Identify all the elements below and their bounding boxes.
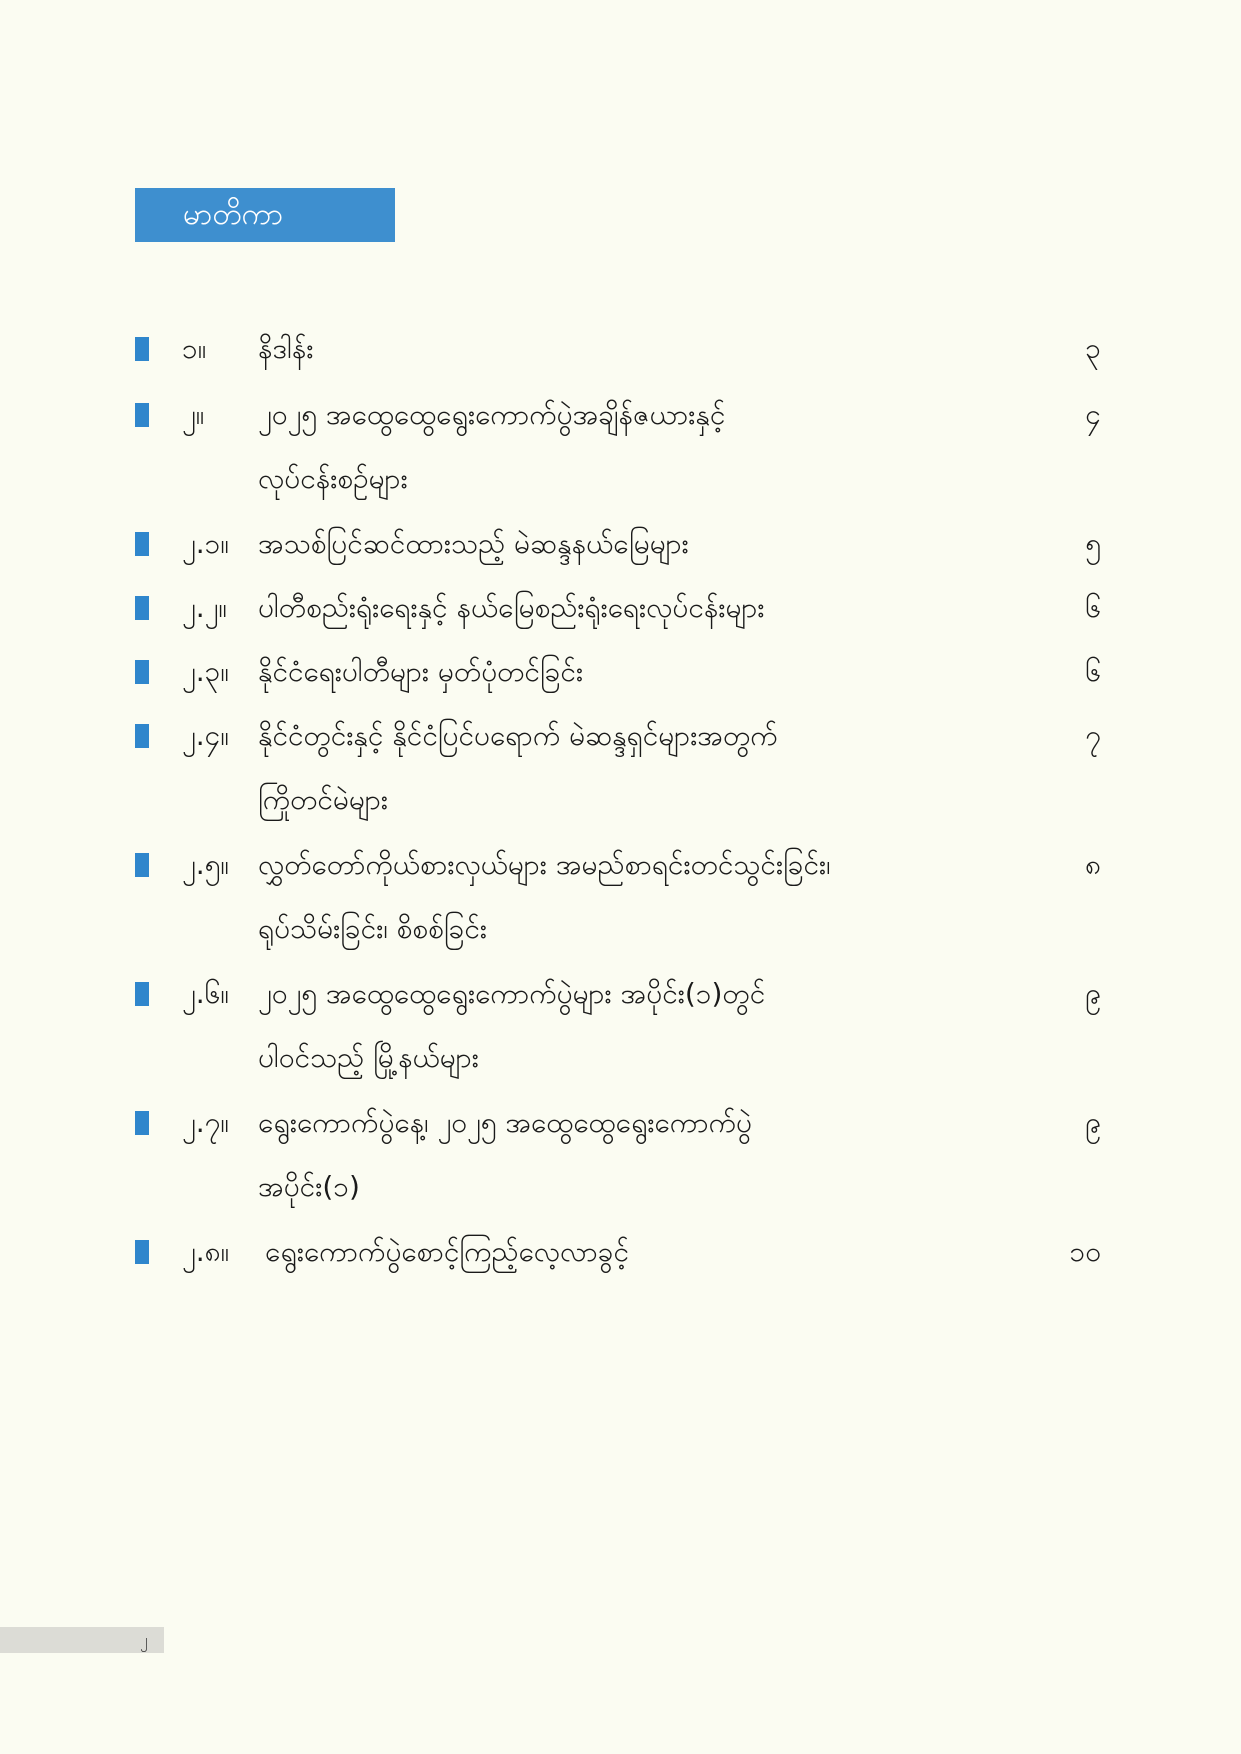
toc-entry-page: ၅ [1085, 527, 1101, 560]
toc-entry-number: ၂.၁။ [182, 527, 229, 560]
toc-entry-page: ၉ [1085, 977, 1101, 1010]
toc-entry-number: ၂.၅။ [182, 848, 229, 881]
toc-entry-title-line: ၂၀၂၅ အထွေထွေရွေးကောက်ပွဲများ အပိုင်း(၁)တွင် [258, 977, 766, 1010]
toc-entry-title-line: ရွေးကောက်ပွဲစောင့်ကြည့်လေ့လာခွင့် [265, 1235, 630, 1268]
toc-entry-number: ၂.၈။ [182, 1235, 230, 1268]
bullet-marker [135, 337, 149, 361]
bullet-marker [135, 1111, 149, 1135]
bullet-marker [135, 982, 149, 1006]
toc-entry-title-line: လွှတ်တော်ကိုယ်စားလှယ်များ အမည်စာရင်းတင်သွင်းခြင်း၊ [258, 848, 831, 881]
toc-entry-title [258, 833, 998, 961]
toc-entry-title-line: နိုင်ငံရေးပါတီများ မှတ်ပုံတင်ခြင်း [258, 655, 584, 688]
toc-entry-number: ၂.၂။ [182, 591, 227, 624]
toc-entry-page: ၁၀ [1069, 1235, 1101, 1268]
toc-entry-title-line: ပါဝင်သည့် မြို့နယ်များ [258, 1041, 479, 1074]
toc-entry-title [258, 383, 998, 511]
toc-entry-number: ၂။ [182, 398, 205, 431]
toc-entry-page: ၆ [1085, 655, 1101, 688]
toc-entry-title-line: ၂၀၂၅ အထွေထွေရွေးကောက်ပွဲအချိန်ဇယားနှင့် [258, 398, 726, 431]
toc-entry-title [258, 576, 998, 640]
toc-entry-title [258, 1091, 998, 1219]
toc-entry-page: ၉ [1085, 1106, 1101, 1139]
bullet-marker [135, 660, 149, 684]
toc-entry-title-line: နိဒါန်း [258, 332, 314, 365]
toc-entry-title [265, 1220, 1005, 1284]
bullet-marker [135, 596, 149, 620]
bullet-marker [135, 403, 149, 427]
toc-entry-title-line: ရုပ်သိမ်းခြင်း၊ စိစစ်ခြင်း [258, 912, 487, 945]
toc-entry-number: ၂.၇။ [182, 1106, 229, 1139]
toc-entry-page: ၈ [1085, 848, 1101, 881]
toc-entry-number: ၁။ [182, 332, 207, 365]
toc-entry-title [258, 512, 998, 576]
toc-entry-title-line: ကြိုတင်မဲများ [258, 783, 388, 816]
toc-entry-number: ၂.၆။ [182, 977, 229, 1010]
toc-entry-page: ၇ [1085, 719, 1101, 752]
page-title: မာတိကာ [183, 197, 284, 232]
bullet-marker [135, 853, 149, 877]
toc-entry-title [258, 962, 998, 1090]
toc-entry-title [258, 640, 998, 704]
toc-entry-number: ၂.၃။ [182, 655, 229, 688]
toc-entry-page: ၄ [1085, 398, 1101, 431]
bullet-marker [135, 724, 149, 748]
toc-entry-title-line: ပါတီစည်းရုံးရေးနှင့် နယ်မြေစည်းရုံးရေးလုပ်ငန်းများ [258, 591, 765, 624]
toc-entry-title [258, 317, 998, 381]
bullet-marker [135, 1240, 149, 1264]
toc-entry-title-line: ရွေးကောက်ပွဲနေ့၊ ၂၀၂၅ အထွေထွေရွေးကောက်ပွဲ [258, 1106, 753, 1139]
toc-entry-number: ၂.၄။ [182, 719, 229, 752]
bullet-marker [135, 532, 149, 556]
toc-entry-title-line: လုပ်ငန်းစဉ်များ [258, 462, 408, 495]
footer-page-number: ၂ [140, 1631, 148, 1649]
toc-entry-title-line: နိုင်ငံတွင်းနှင့် နိုင်ငံပြင်ပရောက် မဲဆန္ဒရှင်များအတွက် [258, 719, 778, 752]
toc-entry-page: ၃ [1085, 332, 1101, 365]
toc-entry-page: ၆ [1085, 591, 1101, 624]
toc-entry-title-line: အပိုင်း(၁) [258, 1170, 360, 1203]
toc-entry-title [258, 704, 998, 832]
toc-entry-title-line: အသစ်ပြင်ဆင်ထားသည့် မဲဆန္ဒနယ်မြေများ [258, 527, 689, 560]
